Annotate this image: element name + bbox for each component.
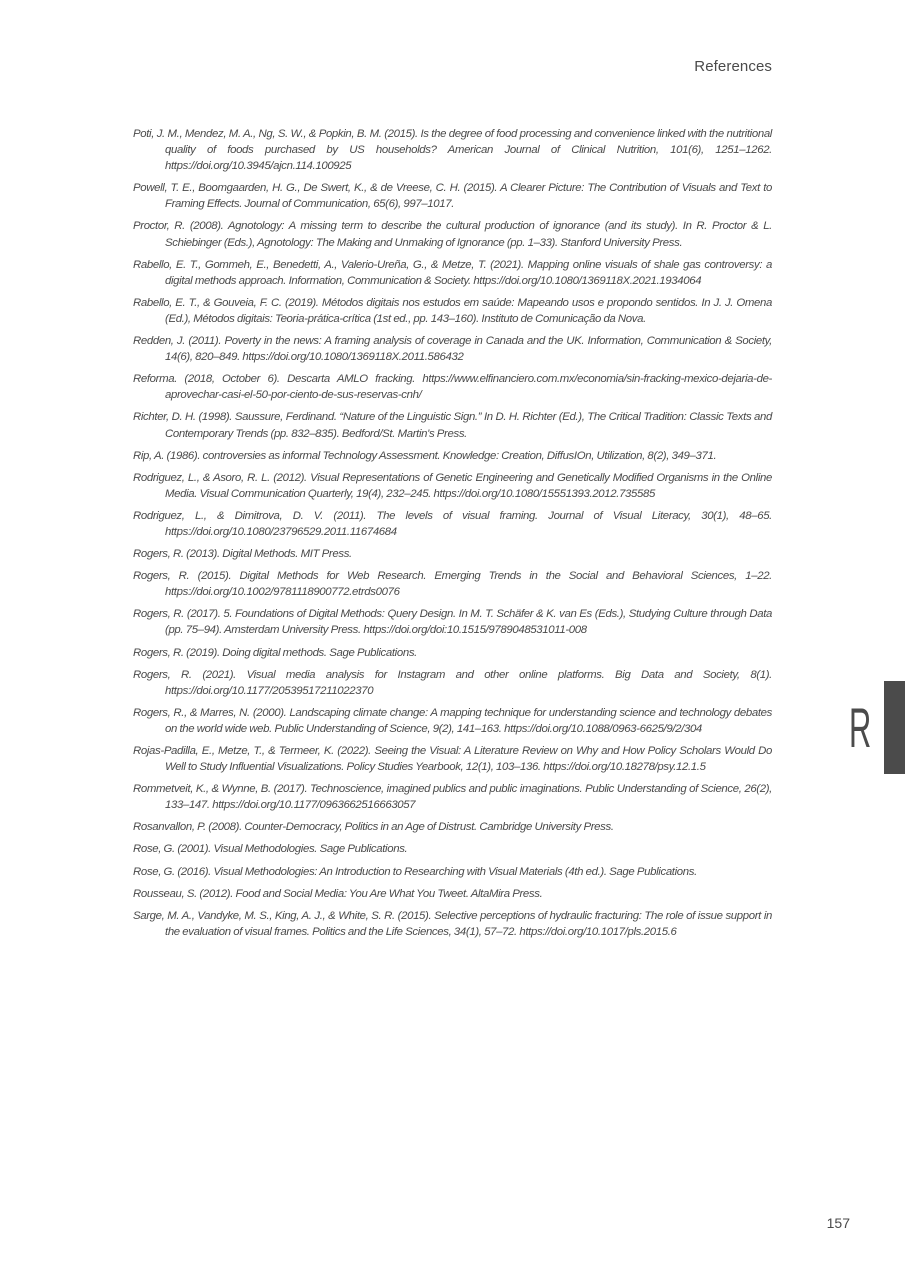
page-number: 157 [826,1215,850,1231]
reference-entry: Rodriguez, L., & Dimitrova, D. V. (2011). The levels of visual framing. Journal of Visual Literacy, 30(1), 48–65. https://doi.org/10.1080/23796529.2011.11674684 [133,509,772,538]
reference-entry: Rogers, R. (2021). Visual media analysis for Instagram and other online platforms. Big Data and Society, 8(1). https://doi.org/10.1177/20539517211022370 [133,668,772,697]
reference-entry: Rogers, R., & Marres, N. (2000). Landscaping climate change: A mapping technique for understanding science and technology debates on the world wide web. Public Understanding of Science, 9(2), 141–163. https://doi.org/10.1088/0963-6625/9/2/304 [133,706,772,735]
reference-entry: Reforma. (2018, October 6). Descarta AMLO fracking. https://www.elfinanciero.com.mx/economia/sin-fracking-mexico-dejaria-de-aprovechar-casi-el-50-por-ciento-de-sus-reservas-cnh/ [133,373,772,402]
running-header: References [694,58,772,75]
reference-entry: Rogers, R. (2015). Digital Methods for Web Research. Emerging Trends in the Social and Behavioral Sciences, 1–22. https://doi.org/10.1002/9781118900772.etrds0076 [133,570,772,599]
reference-entry: Rabello, E. T., Gommeh, E., Benedetti, A., Valerio-Ureña, G., & Metze, T. (2021). Mapping online visuals of shale gas controversy: a digital methods approach. Information, Communication & Society. https://doi.org/10.1080/1369118X.2021.1934064 [133,258,772,287]
reference-entry: Redden, J. (2011). Poverty in the news: A framing analysis of coverage in Canada and the UK. Information, Communication & Society, 14(6), 820–849. https://doi.org/10.1080/1369118X.2011.586432 [133,335,772,364]
reference-entry: Rojas-Padilla, E., Metze, T., & Termeer, K. (2022). Seeing the Visual: A Literature Review on Why and How Policy Scholars Would Do Well to Study Influential Visualizations. Policy Studies Yearbook, 12(1), 103–136. https://doi.org/10.18278/psy.12.1.5 [133,745,772,774]
reference-entry: Richter, D. H. (1998). Saussure, Ferdinand. “Nature of the Linguistic Sign.” In D. H. Richter (Ed.), The Critical Tradition: Classic Texts and Contemporary Trends (pp. 832–835). Bedford/St. Martin's Press. [133,411,772,440]
reference-entry: Rose, G. (2016). Visual Methodologies: An Introduction to Researching with Visual Materials (4th ed.). Sage Publications. [133,865,697,878]
reference-entry: Rogers, R. (2013). Digital Methods. MIT Press. [133,548,352,561]
reference-entry: Proctor, R. (2008). Agnotology: A missing term to describe the cultural production of ignorance (and its study). In R. Proctor & L. Schiebinger (Eds.), Agnotology: The Making and Unmaking of Ignorance (pp. 1–33). Stanford University Press. [133,220,772,249]
chapter-thumb-tab [884,681,905,774]
reference-entry: Sarge, M. A., Vandyke, M. S., King, A. J., & White, S. R. (2015). Selective perceptions of hydraulic fracturing: The role of issue support in the evaluation of visual frames. Politics and the Life Sciences, 34(1), 57–72. https://doi.org/10.1017/pls.2015.6 [133,909,772,938]
reference-entry: Rosanvallon, P. (2008). Counter-Democracy, Politics in an Age of Distrust. Cambridge University Press. [133,821,614,834]
reference-entry: Rogers, R. (2019). Doing digital methods. Sage Publications. [133,646,417,659]
chapter-letter: R [849,696,872,759]
reference-entry: Rommetveit, K., & Wynne, B. (2017). Technoscience, imagined publics and public imaginations. Public Understanding of Science, 26(2), 133–147. https://doi.org/10.1177/0963662516663057 [133,783,772,812]
reference-entry: Poti, J. M., Mendez, M. A., Ng, S. W., & Popkin, B. M. (2015). Is the degree of food processing and convenience linked with the nutritional quality of foods purchased by US households? American Journal of Clinical Nutrition, 101(6), 1251–1262. https://doi.org/10.3945/ajcn.114.100925 [133,128,772,173]
reference-entry: Rose, G. (2001). Visual Methodologies. Sage Publications. [133,843,408,856]
reference-entry: Rip, A. (1986). controversies as informal Technology Assessment. Knowledge: Creation, DiffusIOn, Utilization, 8(2), 349–371. [133,449,717,462]
reference-entry: Rousseau, S. (2012). Food and Social Media: You Are What You Tweet. AltaMira Press. [133,887,543,900]
reference-list [133,126,772,946]
reference-entry: Powell, T. E., Boomgaarden, H. G., De Swert, K., & de Vreese, C. H. (2015). A Clearer Picture: The Contribution of Visuals and Text to Framing Effects. Journal of Communication, 65(6), 997–1017. [133,182,772,211]
reference-entry: Rogers, R. (2017). 5. Foundations of Digital Methods: Query Design. In M. T. Schäfer & K. van Es (Eds.), Studying Culture through Data (pp. 75–94). Amsterdam University Press. https://doi.org/doi:10.1515/9789048531011-008 [133,608,772,637]
reference-entry: Rodriguez, L., & Asoro, R. L. (2012). Visual Representations of Genetic Engineering and Genetically Modified Organisms in the Online Media. Visual Communication Quarterly, 19(4), 232–245. https://doi.org/10.1080/15551393.2012.735585 [133,471,772,500]
reference-entry: Rabello, E. T., & Gouveia, F. C. (2019). Métodos digitais nos estudos em saúde: Mapeando usos e propondo sentidos. In J. J. Omena (Ed.), Métodos digitais: Teoria-prática-crítica (1st ed., pp. 143–160). Instituto de Comunicação da Nova. [133,296,772,325]
